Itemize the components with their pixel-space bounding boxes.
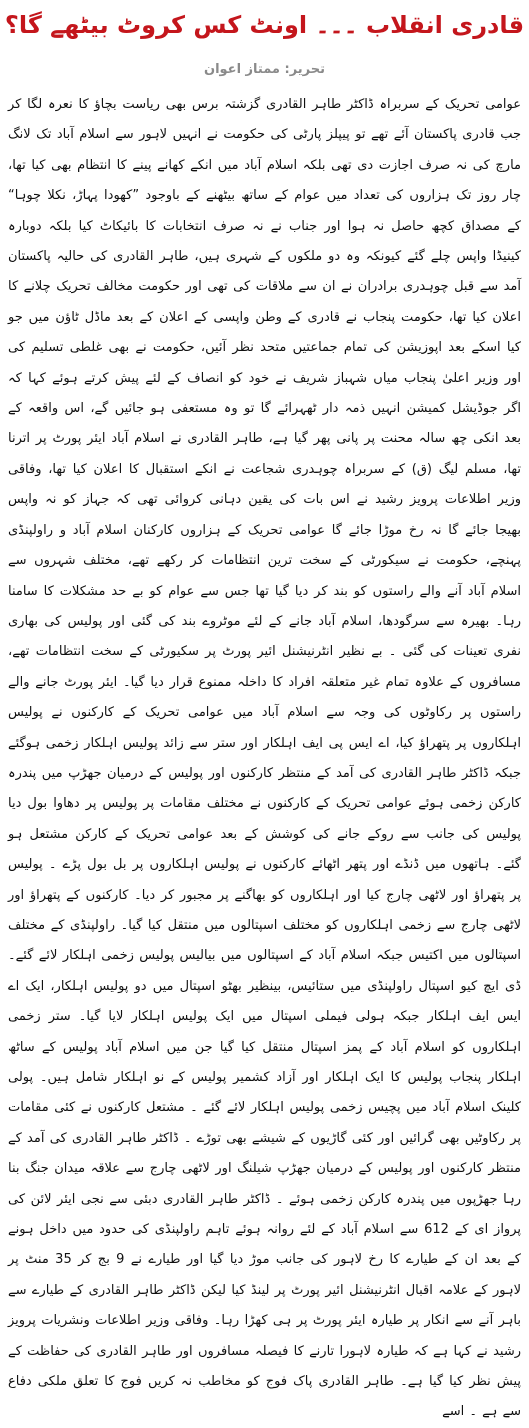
article-byline: تحریر: ممتاز اعوان [203,62,326,77]
article-body [8,90,521,1428]
article-paragraph: عوامی تحریک کے سربراہ ڈاکٹر طاہر القادری گزشتہ برس بھی ریاست بچاؤ کا نعرہ لگا کر جب قادری پاکستان آئے تھے تو پیپلز پارٹی کی حکومت نے انہیں لاہور سے اسلام آباد تک لانگ مارچ کی نہ صرف اجازت دی تھی بلکہ اسلام آباد میں انکے کھانے پینے کا انتظام بھی کیا تھا، چار روز تک ہزاروں کی تعداد میں عوام کے ساتھ بیٹھنے کے باوجود ”کھودا پہاڑ، نکلا چوہا“ کے مصداق کچھ حاصل نہ ہوا اور جناب نے نہ صرف انتخابات کا بائیکاٹ کیا بلکہ دوبارہ کینیڈا واپس چلے گئے کیونکہ وہ دو ملکوں کے شہری ہیں، طاہر القادری کی حالیہ پاکستان آمد سے قبل چوہدری برادران نے ان سے ملاقات کی تھی اور حکومت مخالف تحریک چلانے کا اعلان کیا تھا، حکومت پنجاب نے قادری کے وطن واپسی کے اعلان کے بعد ماڈل ٹاؤن میں جو کیا اسکے بعد اپوزیشن کی تمام جماعتیں متحد نظر آئیں، حکومت نے بھی غلطی تسلیم کی اور وزیر اعلیٰ پنجاب میاں شہباز شریف نے خود کو انصاف کے لئے پیش کرتے ہوئے کہا کہ اگر جوڈیشل کمیشن انہیں ذمہ دار ٹھہرائے گا تو وہ مستعفی ہو جائیں گے، اس واقعہ کے بعد انکی چھ سالہ محنت پر پانی پھر گیا ہے، طاہر القادری نے اسلام آباد ایئر پورٹ پر اترنا تھا، مسلم لیگ (ق) کے سربراہ چوہدری شجاعت نے انکے استقبال کا اعلان کیا تھا، وفاقی وزیر اطلاعات پرویز رشید نے اس بات کی یقین دہانی کروائی تھی کہ جہاز کو نہ واپس بھیجا جائے گا نہ رخ موڑا جائے گا عوامی تحریک کے ہزاروں کارکنان اسلام آباد و راولپنڈی پہنچے، حکومت نے سیکورٹی کے سخت ترین انتظامات کر رکھے تھے، مختلف شہروں سے اسلام آباد آنے والے راستوں کو بند کر دیا گیا تھا جس سے عوام کو بے حد مشکلات کا سامنا رہا۔ بھیرہ سے سرگودھا، اسلام آباد جانے کے لئے موٹروے بند کی گئی اور پولیس کی بھاری نفری تعینات کی گئی ۔ بے نظیر انٹرنیشنل ائیر پورٹ پر سکیورٹی کے سخت انتظامات تھے، مسافروں کے علاوہ تمام غیر متعلقہ افراد کا داخلہ ممنوع قرار دیا گیا۔ ایئر پورٹ جانے والے راستوں پر رکاوٹوں کی وجہ سے اسلام آباد میں عوامی تحریک کے کارکنوں نے پولیس اہلکاروں پر پتھراؤ کیا، اے ایس پی ایف اہلکار اور ستر سے زائد پولیس اہلکار زخمی ہوگئے جبکہ ڈاکٹر طاہر القادری کی آمد کے منتظر کارکنوں اور پولیس کے درمیان جھڑپ میں پندرہ کارکن زخمی ہوئے عوامی تحریک کے کارکنوں نے مختلف مقامات پر پولیس پر دھاوا بول دیا پولیس کی جانب سے روکے جانے کی کوشش کے بعد عوامی تحریک کے کارکن مشتعل ہو گئے۔ ہاتھوں میں ڈنڈے اور پتھر اٹھائے کارکنوں نے پولیس اہلکاروں پر بل بول پڑے ۔ پولیس پر پتھراؤ اور لاٹھی چارج کیا اور اہلکاروں کو بھاگنے پر مجبور کر دیا۔ کارکنوں کے پتھراؤ اور لاٹھی چارج سے زخمی اہلکاروں کو مختلف اسپتالوں میں منتقل کیا گیا۔ راولپنڈی کے مختلف اسپتالوں میں اکتیس جبکہ اسلام آباد کے اسپتالوں میں بیالیس پولیس زخمی اہلکار لائے گئے۔ ڈی ایچ کیو اسپتال راولپنڈی میں ستائیس، بینظیر بھٹو اسپتال میں دو پولیس اہلکار، ایک اے ایس ایف اہلکار جبکہ ہولی فیملی اسپتال میں ایک پولیس اہلکار لایا گیا۔ ستر زخمی اہلکاروں کو اسلام آباد کے پمز اسپتال منتقل کیا گیا جن میں اسلام آباد پولیس کے ساٹھ اہلکار پنجاب پولیس کا ایک اہلکار اور آزاد کشمیر پولیس کے نو اہلکار شامل ہیں۔ پولی کلینک اسلام آباد میں پچیس زخمی پولیس اہلکار لائے گئے ۔ مشتعل کارکنوں نے کئی مقامات پر رکاوٹیں بھی گرائیں اور کئی گاڑیوں کے شیشے بھی توڑے ۔ ڈاکٹر طاہر القادری کی آمد کے منتظر کارکنوں اور پولیس کے درمیان جھڑپ شیلنگ اور لاٹھی چارج سے علاقہ میدان جنگ بنا رہا جھڑپوں میں پندرہ کارکن زخمی ہوئے ۔ ڈاکٹر طاہر القادری دبئی سے نجی ایئر لائن کی پرواز ای کے 612 سے اسلام آباد کے لئے روانہ ہوئے تاہم راولپنڈی کی حدود میں داخل ہونے کے بعد ان کے طیارے کا رخ لاہور کی جانب موڑ دیا گیا اور طیارے نے 9 بج کر 35 منٹ پر لاہور کے علامہ اقبال انٹرنیشنل ائیر پورٹ پر لینڈ کیا لیکن ڈاکٹر طاہر القادری کے طیارے سے باہر آنے سے انکار پر طیارہ ایئر پورٹ پر ہی کھڑا رہا۔ وفاقی وزیر اطلاعات ونشریات پرویز رشید نے کہا ہے کہ طیارہ لاہورا تارنے کا فیصلہ مسافروں اور طاہر القادری کی حفاظت کے پیش نظر کیا گیا ہے۔ طاہر القادری پاک فوج کو مخاطب نہ کریں فوج کا تعلق ملکی دفاع سے ہے ۔ اسے [8,97,521,1420]
article-headline: قادری انقلاب ۔۔۔ اونٹ کس کروٹ بیٹھے گا؟ [4,11,525,39]
